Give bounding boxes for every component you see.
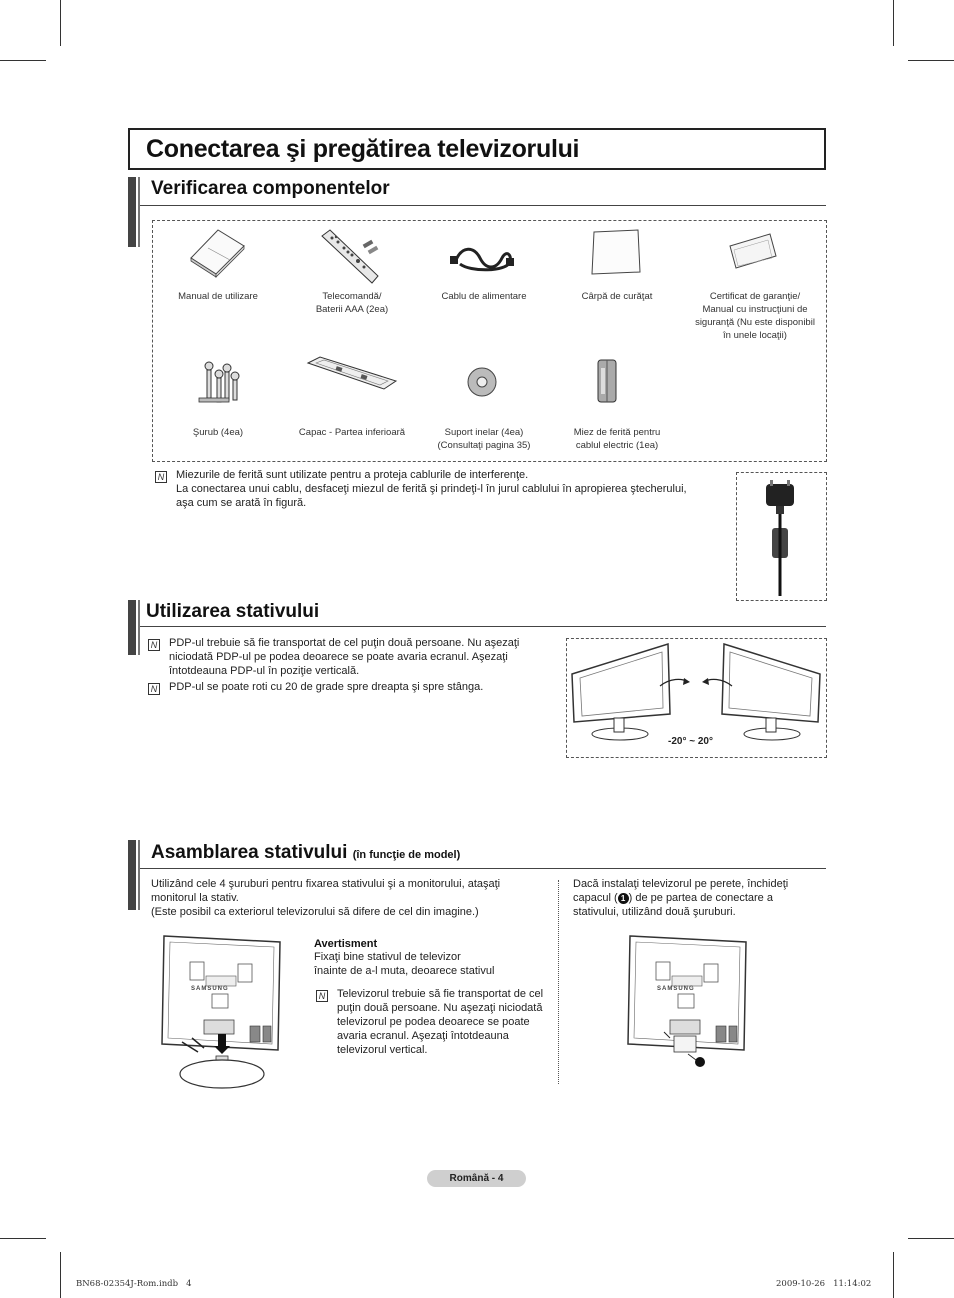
- section-marker: [128, 177, 136, 247]
- item-label-cloth: Cârpă de curăţat: [581, 291, 653, 302]
- section-marker: [128, 600, 136, 655]
- warning-line2: înainte de a-l muta, deoarece stativul: [314, 965, 495, 977]
- remote-control-icon: [318, 228, 388, 286]
- print-file-name: BN68-02354J-Rom.indb 4: [76, 1279, 192, 1289]
- crop-mark: [893, 1252, 894, 1298]
- item-label-power-cord: Cablu de alimentare: [441, 291, 527, 302]
- step-marker-1: 1: [618, 893, 629, 904]
- warning-title: Avertisment: [314, 938, 378, 950]
- crop-mark: [0, 60, 46, 61]
- stand-note1-line1: PDP-ul trebuie să fie transportat de cel puţin două persoane. Nu aşezaţi: [169, 637, 520, 649]
- crop-mark: [908, 1238, 954, 1239]
- page-title-box: [128, 128, 826, 170]
- section-divider: [140, 868, 826, 869]
- note-icon: N: [148, 683, 160, 695]
- tv-brand-logo: SAMSUNG: [657, 986, 695, 992]
- note-icon: N: [148, 639, 160, 651]
- assembly-note-line1: Televizorul trebuie să fie transportat de cel: [337, 988, 544, 1000]
- crop-mark: [60, 1252, 61, 1298]
- manual-icon: [188, 228, 248, 278]
- stand-note1-line3: întotdeauna PDP-ul în poziţie verticală.: [169, 665, 360, 677]
- warning-line1: Fixaţi bine stativul de televizor: [314, 951, 461, 963]
- item-label-remote: Telecomandă/ Baterii AAA (2ea): [315, 291, 389, 315]
- crop-mark: [893, 0, 894, 46]
- ferrite-on-cable-icon: [758, 480, 802, 596]
- ferrite-core-icon: [592, 358, 622, 404]
- section-marker: [128, 840, 136, 910]
- rotation-angle-label: -20° ~ 20°: [668, 736, 713, 747]
- cleaning-cloth-icon: [590, 228, 642, 276]
- crop-mark: [60, 0, 61, 46]
- wall-mount-line3: stativului, utilizând două şuruburi.: [573, 906, 736, 918]
- tv-back-cover-illustration: [626, 934, 750, 1068]
- section-divider: [140, 205, 826, 206]
- assembly-intro-line1: Utilizând cele 4 şuruburi pentru fixarea stativului şi a monitorului, ataşaţi: [151, 878, 501, 890]
- section-title-assembly-text: Asamblarea stativului: [151, 842, 348, 863]
- section-title-assembly: [151, 842, 460, 864]
- section-divider: [140, 626, 826, 627]
- column-divider: [558, 880, 559, 1084]
- tv-back-stand-illustration: [160, 934, 284, 1092]
- crop-mark: [908, 60, 954, 61]
- stand-note2: PDP-ul se poate roti cu 20 de grade spre dreapta şi spre stânga.: [169, 681, 484, 693]
- ferrite-note-line3: aşa cum se arată în figură.: [176, 497, 307, 509]
- stand-note1-line2: niciodată PDP-ul pe podea deoarece se poate avaria ecranul. Aşezaţi: [169, 651, 508, 663]
- page-number-badge: Română - 4: [427, 1170, 526, 1187]
- section-title-stand: Utilizarea stativului: [146, 601, 320, 622]
- ferrite-note-line2: La conectarea unui cablu, desfaceţi miezul de ferită şi prindeţi-l în jurul cablului în apropierea ştecherului,: [176, 483, 687, 495]
- note-icon: N: [155, 471, 167, 483]
- bottom-cover-icon: [306, 355, 398, 391]
- ring-holder-icon: [466, 366, 498, 398]
- item-label-cover: Capac - Partea inferioară: [298, 427, 406, 438]
- section-title-assembly-suffix: (în funcţie de model): [352, 849, 461, 861]
- page-title: Conectarea şi pregătirea televizorului: [146, 135, 580, 163]
- wall-mount-line1: Dacă instalaţi televizorul pe perete, închideţi: [573, 878, 789, 890]
- assembly-note-line4: avaria ecranul. Aşezaţi întotdeauna: [337, 1030, 509, 1042]
- print-timestamp: 2009-10-26 11:14:02: [776, 1279, 872, 1289]
- item-label-manual: Manual de utilizare: [178, 291, 258, 302]
- assembly-note-line3: televizorul pe podea deoarece se poate: [337, 1016, 530, 1028]
- warranty-card-icon: [728, 232, 778, 272]
- item-label-screws: Şurub (4ea): [192, 427, 244, 438]
- assembly-note-line5: televizorul vertical.: [337, 1044, 428, 1056]
- power-cord-icon: [450, 240, 516, 276]
- section-title-components: Verificarea componentelor: [151, 178, 390, 199]
- note-icon: N: [316, 990, 328, 1002]
- item-label-warranty: Certificat de garanţie/ Manual cu instrucţiuni de siguranţă (Nu este disponibil în unele locaţii): [695, 291, 815, 341]
- assembly-intro-line3: (Este posibil ca exteriorul televizorului să difere de cel din imagine.): [151, 906, 479, 918]
- assembly-intro-line2: monitorul la stativ.: [151, 892, 239, 904]
- item-label-ferrite: Miez de ferită pentru cablul electric (1ea): [573, 427, 661, 451]
- assembly-note-line2: puţin două persoane. Nu aşezaţi niciodată: [337, 1002, 543, 1014]
- ferrite-note-line1: Miezurile de ferită sunt utilizate pentru a proteja cablurile de interferenţe.: [176, 469, 529, 481]
- screws-icon: [195, 360, 243, 410]
- wall-mount-line2: capacul ( 1 ) de pe partea de conectare a: [573, 892, 773, 904]
- tv-brand-logo: SAMSUNG: [191, 986, 229, 992]
- crop-mark: [0, 1238, 46, 1239]
- item-label-ring-holder: Suport inelar (4ea) (Consultaţi pagina 35): [437, 427, 531, 451]
